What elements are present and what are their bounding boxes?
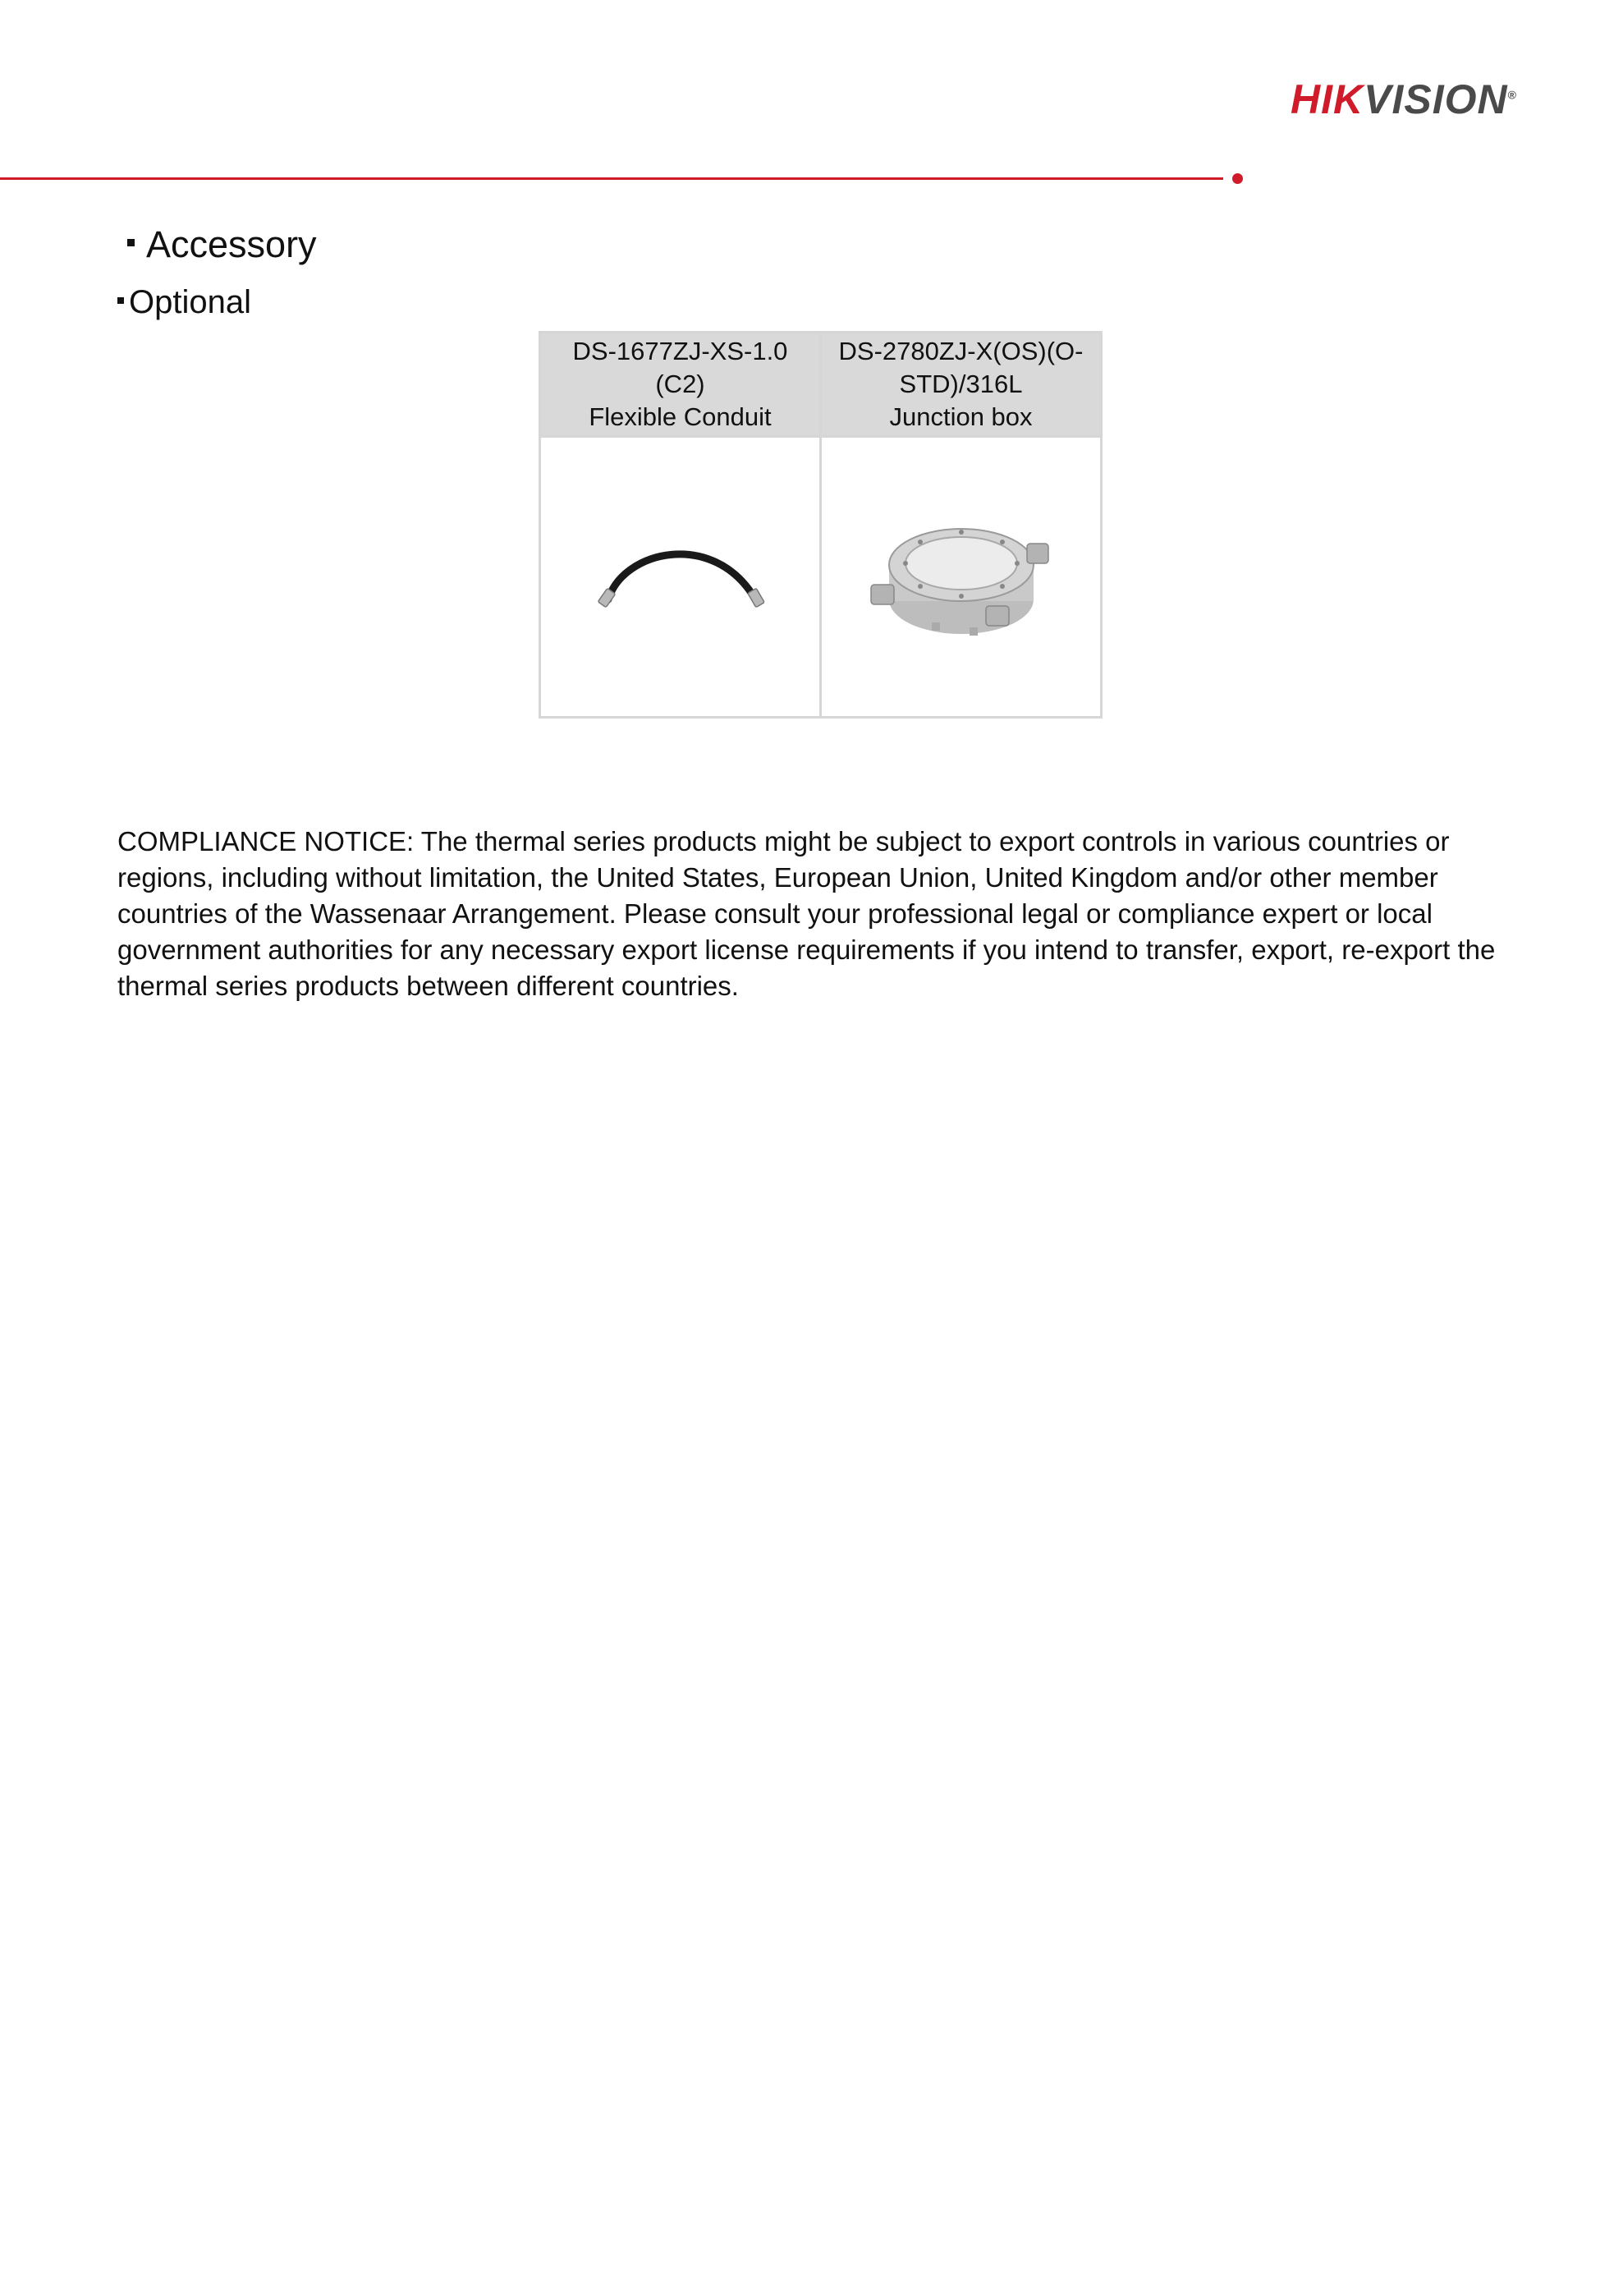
flexible-conduit-image xyxy=(590,534,771,616)
section-subtitle: Optional xyxy=(117,284,251,321)
accessory-header-row xyxy=(540,333,1102,437)
accessory-image-row xyxy=(540,437,1102,718)
header-divider-dot xyxy=(1232,173,1243,184)
hikvision-logo: HIKVISION® xyxy=(1291,76,1517,122)
accessory-model-line: (C2) xyxy=(655,370,705,398)
accessory-header-cell xyxy=(821,333,1102,437)
accessory-image-cell xyxy=(821,437,1102,718)
bullet-icon xyxy=(127,239,135,246)
header-divider xyxy=(0,177,1223,180)
bullet-icon xyxy=(117,297,124,304)
compliance-notice: COMPLIANCE NOTICE: The thermal series products might be subject to export controls in various countries or regions, including without limitation, the United States, European Union, United Kingdom and/or other member countries of the Wassenaar Arrangement. Please consult your professional legal or compliance expert or local government authorities for any necessary export license requirements if you intend to transfer, export, re-export the thermal series products between different countries. xyxy=(117,826,1496,1001)
accessory-model-line: DS-1677ZJ-XS-1.0 xyxy=(572,337,788,365)
accessory-table xyxy=(539,331,1103,719)
junction-box-image xyxy=(863,493,1060,657)
accessory-name: Junction box xyxy=(889,402,1033,431)
accessory-name: Flexible Conduit xyxy=(589,402,772,431)
section-title: Accessory xyxy=(127,223,317,266)
accessory-model-line: STD)/316L xyxy=(899,370,1023,398)
accessory-model-line: DS-2780ZJ-X(OS)(O- xyxy=(838,337,1084,365)
accessory-image-cell xyxy=(540,437,821,718)
accessory-header-cell xyxy=(540,333,821,437)
